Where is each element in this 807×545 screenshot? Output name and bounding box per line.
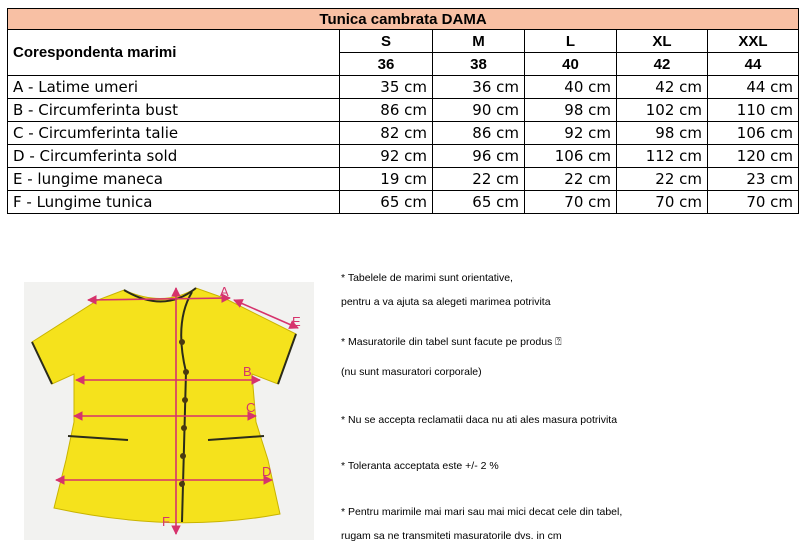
cell-value: 98 cm <box>525 99 617 122</box>
cell-value: 90 cm <box>433 99 525 122</box>
label-e: E <box>292 314 301 329</box>
row-label: F - Lungime tunica <box>8 191 340 214</box>
cell-value: 92 cm <box>340 145 433 168</box>
note-line: * Pentru marimile mai mari sau mai mici decat cele din tabel, <box>341 506 623 518</box>
label-f: F <box>162 514 170 529</box>
size-letter: XXL <box>708 30 799 53</box>
label-a: A <box>220 284 229 299</box>
cell-value: 120 cm <box>708 145 799 168</box>
table-row <box>8 191 799 214</box>
note-line: * Nu se accepta reclamatii daca nu ati ales masura potrivita <box>341 414 618 426</box>
row-label: D - Circumferinta sold <box>8 145 340 168</box>
cell-value: 36 cm <box>433 76 525 99</box>
table-title: Tunica cambrata DAMA <box>8 9 799 30</box>
note-line: (nu sunt masuratori corporale) <box>341 366 482 378</box>
cell-value: 22 cm <box>433 168 525 191</box>
size-letter: S <box>340 30 433 53</box>
tunic-illustration <box>24 282 314 540</box>
cell-value: 96 cm <box>433 145 525 168</box>
cell-value: 70 cm <box>617 191 708 214</box>
cell-value: 86 cm <box>433 122 525 145</box>
cell-value: 42 cm <box>617 76 708 99</box>
note-line: rugam sa ne transmiteti masuratorile dvs. in cm <box>341 530 562 542</box>
table-row <box>8 76 799 99</box>
table-row <box>8 168 799 191</box>
row-label: A - Latime umeri <box>8 76 340 99</box>
title-row <box>8 9 799 30</box>
cell-value: 106 cm <box>525 145 617 168</box>
cell-value: 22 cm <box>617 168 708 191</box>
size-letter: L <box>525 30 617 53</box>
note-line: * Toleranta acceptata este +/- 2 % <box>341 460 499 472</box>
size-letter: XL <box>617 30 708 53</box>
table-row <box>8 99 799 122</box>
cell-value: 70 cm <box>708 191 799 214</box>
table-row <box>8 122 799 145</box>
cell-value: 65 cm <box>433 191 525 214</box>
tunic-body <box>32 288 296 523</box>
cell-value: 86 cm <box>340 99 433 122</box>
cell-value: 112 cm <box>617 145 708 168</box>
cell-value: 92 cm <box>525 122 617 145</box>
cell-value: 44 cm <box>708 76 799 99</box>
size-number: 36 <box>340 53 433 76</box>
cell-value: 23 cm <box>708 168 799 191</box>
cell-value: 102 cm <box>617 99 708 122</box>
tunic-photo <box>24 282 314 540</box>
label-b: B <box>243 364 252 379</box>
cell-value: 65 cm <box>340 191 433 214</box>
size-letter-row <box>8 30 799 53</box>
cell-value: 70 cm <box>525 191 617 214</box>
cell-value: 82 cm <box>340 122 433 145</box>
cell-value: 35 cm <box>340 76 433 99</box>
size-chart-table <box>7 8 799 214</box>
cell-value: 19 cm <box>340 168 433 191</box>
size-number: 42 <box>617 53 708 76</box>
row-label: B - Circumferinta bust <box>8 99 340 122</box>
row-label: C - Circumferinta talie <box>8 122 340 145</box>
label-c: C <box>246 400 256 415</box>
header-label: Corespondenta marimi <box>8 30 340 76</box>
size-letter: M <box>433 30 525 53</box>
size-number: 44 <box>708 53 799 76</box>
cell-value: 106 cm <box>708 122 799 145</box>
cell-value: 22 cm <box>525 168 617 191</box>
row-label: E - lungime maneca <box>8 168 340 191</box>
label-d: D <box>262 464 272 479</box>
cell-value: 98 cm <box>617 122 708 145</box>
size-number: 38 <box>433 53 525 76</box>
cell-value: 40 cm <box>525 76 617 99</box>
cell-value: 110 cm <box>708 99 799 122</box>
note-line: pentru a va ajuta sa alegeti marimea potrivita <box>341 296 551 308</box>
table-row <box>8 145 799 168</box>
size-number: 40 <box>525 53 617 76</box>
note-line: * Masuratorile din tabel sunt facute pe produs ⍰ <box>341 336 562 348</box>
note-line: * Tabelele de marimi sunt orientative, <box>341 272 513 284</box>
